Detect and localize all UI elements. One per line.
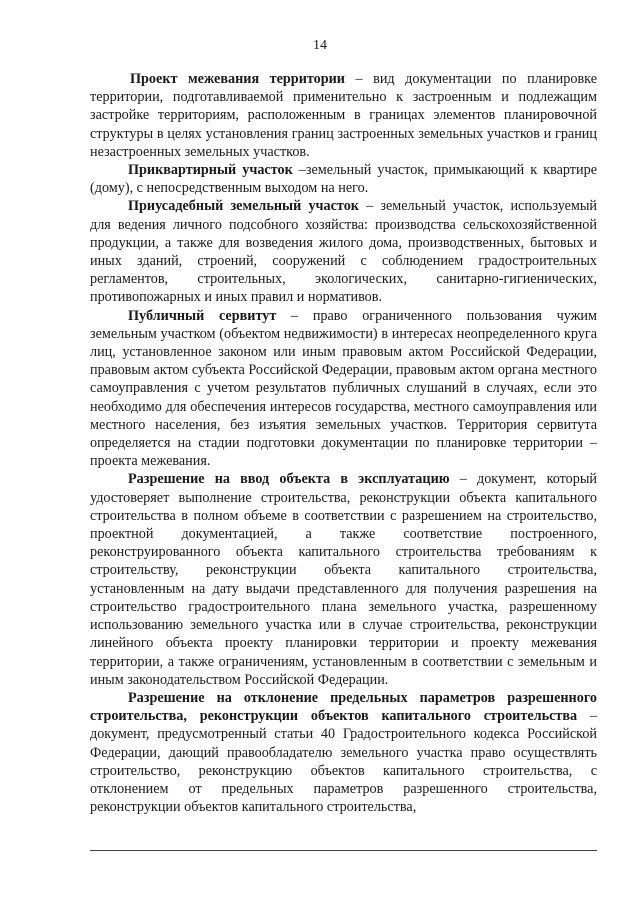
definition-entry — [90, 161, 597, 197]
document-body — [90, 70, 597, 816]
definition-text: – право ограниченного пользования чужим земельным участком (объектом недвижимости) в интересах неопределенного круга лиц, установленное законом или иным правовым актом Российской Федерации, правовым актом субъекта Российской Федерации, правовым актом органа местного самоуправления с учетом результатов публичных слушаний в случаях, если это необходимо для обеспечения интересов государства, местного самоуправления или местного населения, без изъятия земельных участков. Территория сервитута определяется на стадии подготовки документации по планировке территории – проекта межевания. — [90, 307, 597, 470]
definition-term: Разрешение на отклонение предельных параметров разрешенного строительства, реконструкции объектов капитального строительства — [90, 689, 597, 725]
definition-entry — [90, 70, 597, 161]
definition-entry — [90, 689, 597, 816]
page-number: 14 — [313, 38, 327, 53]
definition-entry — [90, 197, 597, 306]
definition-text: –земельный участок, примыкающий к квартире (дому), с непосредственным выходом на него. — [90, 162, 597, 197]
definition-entry — [90, 470, 597, 688]
definition-term: Публичный сервитут — [128, 307, 277, 324]
definition-text: – вид документации по планировке территории, подготавливаемой применительно к застроенным и подлежащим застройке территориям, расположенным в границах элементов планировочной структуры в целях установления границ застроенных земельных участков и границ незастроенных земельных участков. — [90, 71, 597, 160]
definition-text: – документ, который удостоверяет выполнение строительства, реконструкции объекта капитального строительства в полном объеме в соответствии с разрешением на строительство, проектной документацией, а также соответствие построенного, реконструированного объекта капитального строительства требованиям к строительству, реконструкции объекта капитального строительства, установленным на дату выдачи представленного для получения разрешения на строительство градостроительного плана земельного участка, разрешенному использованию земельного участка или в случае строительства, реконструкции линейного объекта проекту планировки территории и проекту межевания территории, а также ограничениям, установленным в соответствии с земельным и иным законодательством Российской Федерации. — [90, 471, 597, 688]
footer-divider — [90, 850, 597, 851]
definition-term: Приусадебный земельный участок — [128, 198, 359, 215]
definition-text: – земельный участок, используемый для ведения личного подсобного хозяйства: производства сельскохозяйственной продукции, а также для возведения жилого дома, производственных, бытовых и иных зданий, строений, сооружений с соблюдением градостроительных регламентов, строительных, экологических, санитарно-гигиенических, противопожарных и иных правил и нормативов. — [90, 198, 597, 306]
definition-text: – документ, предусмотренный статьи 40 Градостроительного кодекса Российской Федерации, дающий правообладателю земельного участка право осуществлять строительство, реконструкцию объектов капитального строительства, с отклонением от предельных параметров разрешенного строительства, реконструкции объектов капитального строительства, — [90, 708, 598, 816]
definition-term: Проект межевания территории — [130, 71, 345, 87]
definition-entry — [90, 307, 597, 471]
definition-term: Приквартирный участок — [128, 162, 293, 179]
definition-term: Разрешение на ввод объекта в эксплуатацию — [128, 471, 450, 488]
